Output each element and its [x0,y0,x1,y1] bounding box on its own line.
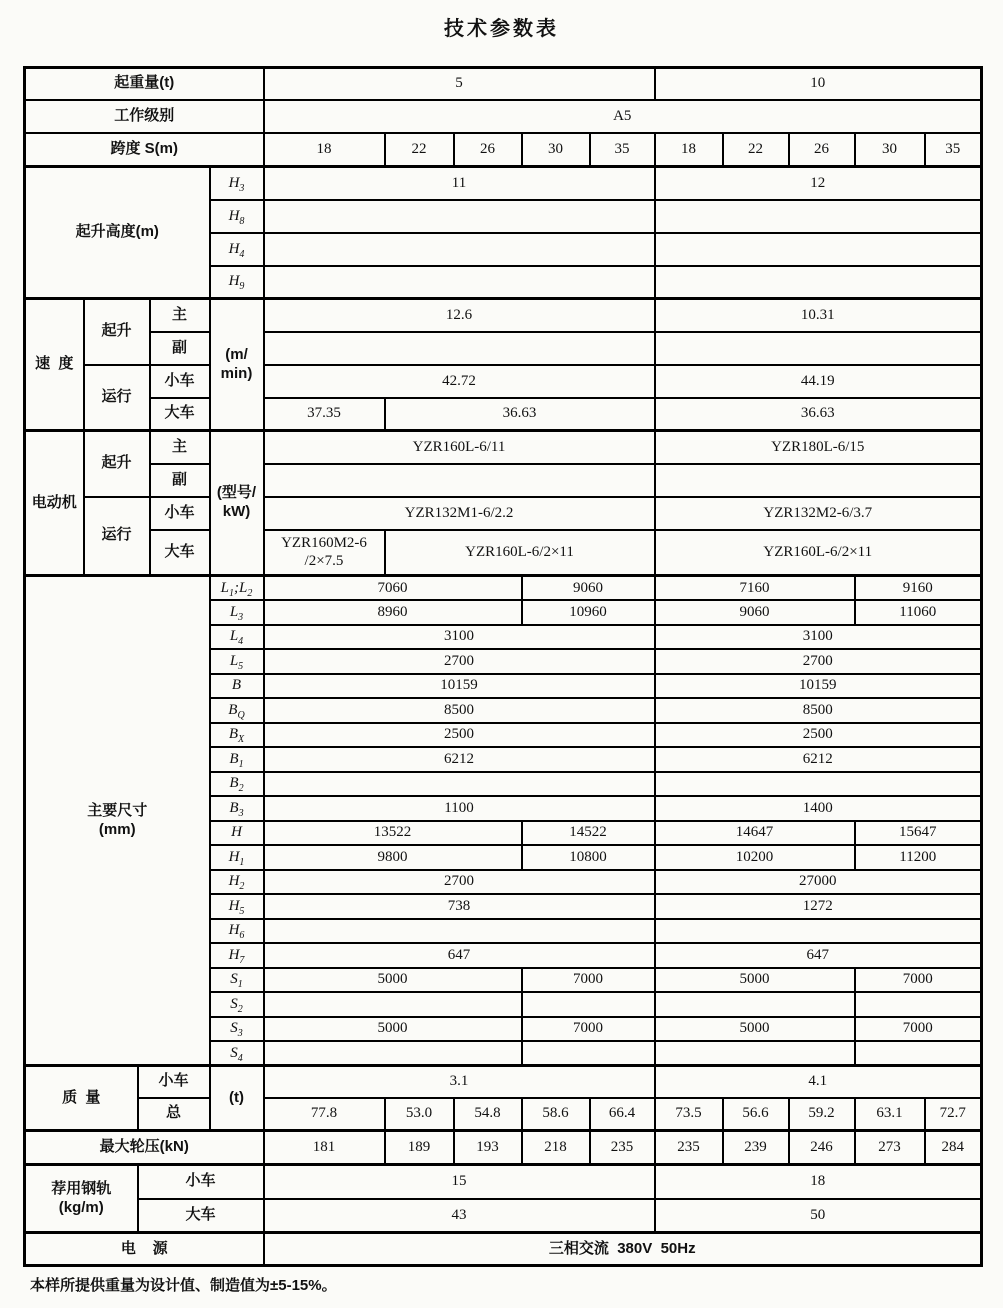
rail-section-label [25,1165,138,1233]
dim-row-label: $H_7$ [210,943,264,968]
motor-crane-label: 大车 [150,530,210,576]
dim-value [264,1041,522,1066]
lh-value-10t [655,200,982,233]
dim-row-label: $B_1$ [210,747,264,772]
span-value: 26 [454,133,522,167]
duty-class-value: A5 [264,100,982,133]
lifting-height-section-label: 起升高度(m) [25,167,210,299]
motor-trolley-label: 小车 [150,497,210,530]
mass-total-value: 56.6 [723,1098,789,1131]
dim-value: 11200 [855,845,982,870]
wheel-load-value: 235 [590,1131,655,1165]
span-value: 22 [723,133,789,167]
span-value: 18 [655,133,723,167]
dim-value: 9060 [655,600,855,625]
motor-crane-5t-s18-line1: YZR160M2-6 [281,534,367,551]
speed-main-label: 主 [150,299,210,332]
dim-value: 15647 [855,821,982,846]
dim-value: 7060 [264,576,522,601]
speed-trolley-label: 小车 [150,365,210,398]
span-label: 跨度 S(m) [25,133,264,167]
motor-crane-10t: YZR160L-6/2×11 [655,530,982,576]
dim-value: 9160 [855,576,982,601]
motor-crane-5t-s18 [264,530,385,576]
dim-value: 6212 [264,747,655,772]
wheel-load-value: 284 [925,1131,982,1165]
motor-trolley-5t: YZR132M1-6/2.2 [264,497,655,530]
rail-crane-label: 大车 [138,1199,264,1233]
wheel-load-value: 193 [454,1131,522,1165]
dim-row-label: $L_1;L_2$ [210,576,264,601]
mass-total-value: 66.4 [590,1098,655,1131]
span-value: 22 [385,133,454,167]
wheel-load-value: 218 [522,1131,590,1165]
lh-value-5t [264,233,655,266]
dim-value: 8500 [655,698,982,723]
footnote: 本样所提供重量为设计值、制造值为±5-15%。 [30,1277,337,1294]
span-value: 30 [855,133,925,167]
capacity-value-10t: 10 [655,68,982,100]
mass-total-value: 63.1 [855,1098,925,1131]
lh-row-label: $H_4$ [210,233,264,266]
dim-value: 6212 [655,747,982,772]
wheel-load-label: 最大轮压(kN) [25,1131,264,1165]
capacity-label: 起重量(t) [25,68,264,100]
dim-value: 10200 [655,845,855,870]
lh-value-5t: 11 [264,167,655,200]
dim-row-label: $B_2$ [210,772,264,797]
dim-value: 13522 [264,821,522,846]
dim-value [655,919,982,944]
dim-value: 14647 [655,821,855,846]
dim-value: 10159 [655,674,982,699]
speed-crane-10t: 36.63 [655,398,982,431]
dim-value: 7000 [522,968,655,993]
dim-value [522,992,655,1017]
dim-value [264,772,655,797]
dim-value: 5000 [264,968,522,993]
dim-row-label: $L_4$ [210,625,264,650]
motor-unit-label [210,431,264,576]
dim-value [855,1041,982,1066]
lh-row-label: $H_8$ [210,200,264,233]
motor-aux-5t [264,464,655,497]
power-value: 三相交流 380V 50Hz [264,1233,982,1266]
speed-crane-5t-rest: 36.63 [385,398,655,431]
dim-value: 2700 [264,870,655,895]
dim-value: 14522 [522,821,655,846]
speed-aux-5t [264,332,655,365]
dimensions-label: 主要尺寸 [87,801,148,819]
dim-value: 9060 [522,576,655,601]
rail-trolley-label: 小车 [138,1165,264,1199]
mass-total-value: 53.0 [385,1098,454,1131]
mass-total-value: 73.5 [655,1098,723,1131]
dim-value [655,1041,855,1066]
dim-value: 10960 [522,600,655,625]
motor-main-label: 主 [150,431,210,464]
speed-section-label: 速 度 [25,299,84,431]
dim-value [522,1041,655,1066]
speed-unit-label [210,299,264,431]
span-value: 30 [522,133,590,167]
span-value: 35 [925,133,982,167]
dim-row-label: $S_1$ [210,968,264,993]
rail-crane-5t: 43 [264,1199,655,1233]
mass-trolley-5t: 3.1 [264,1066,655,1098]
mass-total-value: 72.7 [925,1098,982,1131]
wheel-load-value: 235 [655,1131,723,1165]
duty-class-label: 工作级别 [25,100,264,133]
dim-value: 10800 [522,845,655,870]
dim-value: 8960 [264,600,522,625]
speed-main-10t: 10.31 [655,299,982,332]
dim-value: 10159 [264,674,655,699]
mass-total-value: 58.6 [522,1098,590,1131]
dim-value: 1100 [264,796,655,821]
lh-value-10t: 12 [655,167,982,200]
speed-hoist-label: 起升 [84,299,150,365]
dim-row-label: $H_2$ [210,870,264,895]
speed-aux-label: 副 [150,332,210,365]
dim-value: 9800 [264,845,522,870]
rail-trolley-10t: 18 [655,1165,982,1199]
dim-value: 8500 [264,698,655,723]
power-label: 电 源 [25,1233,264,1266]
dim-row-label: $B_3$ [210,796,264,821]
dim-value: 27000 [655,870,982,895]
page-title: 技术参数表 [444,18,559,40]
capacity-value-5t: 5 [264,68,655,100]
span-value: 35 [590,133,655,167]
wheel-load-value: 246 [789,1131,855,1165]
dim-row-label: $H_5$ [210,894,264,919]
mass-trolley-label: 小车 [138,1066,210,1098]
dim-value: 3100 [655,625,982,650]
speed-unit-line1: (m/ [225,345,248,363]
dim-row-label: B [210,674,264,699]
dim-value: 2700 [264,649,655,674]
dim-value: 7160 [655,576,855,601]
dim-value: 3100 [264,625,655,650]
rail-label-line1: 荐用钢轨 [51,1179,112,1197]
speed-trolley-10t: 44.19 [655,365,982,398]
dim-value: 647 [264,943,655,968]
dim-value: 11060 [855,600,982,625]
wheel-load-value: 189 [385,1131,454,1165]
dim-row-label: $B_X$ [210,723,264,748]
speed-unit-line2: min) [220,364,253,382]
dim-value: 7000 [855,1017,982,1042]
rail-crane-10t: 50 [655,1199,982,1233]
dim-row-label: $S_4$ [210,1041,264,1066]
motor-unit-line1: (型号/ [216,484,257,502]
lh-value-5t [264,200,655,233]
dimensions-section-label [25,576,210,1066]
mass-trolley-10t: 4.1 [655,1066,982,1098]
motor-trolley-10t: YZR132M2-6/3.7 [655,497,982,530]
lh-value-5t [264,266,655,299]
dim-row-label: $L_5$ [210,649,264,674]
motor-main-10t: YZR180L-6/15 [655,431,982,464]
span-value: 18 [264,133,385,167]
speed-aux-10t [655,332,982,365]
motor-section-label: 电动机 [25,431,84,576]
dim-value [655,772,982,797]
dim-value: 5000 [655,1017,855,1042]
dim-value: 5000 [655,968,855,993]
dimensions-unit: (mm) [98,820,136,838]
dim-value: 7000 [855,968,982,993]
dim-value: 738 [264,894,655,919]
lh-row-label: $H_9$ [210,266,264,299]
mass-total-value: 59.2 [789,1098,855,1131]
dim-value: 647 [655,943,982,968]
mass-total-value: 77.8 [264,1098,385,1131]
dim-row-label: $S_2$ [210,992,264,1017]
lh-value-10t [655,266,982,299]
motor-unit-line2: kW) [222,503,251,520]
dim-row-label: H [210,821,264,846]
parameters-table [23,66,983,1267]
dim-value: 2700 [655,649,982,674]
mass-total-value: 54.8 [454,1098,522,1131]
wheel-load-value: 239 [723,1131,789,1165]
motor-travel-label: 运行 [84,497,150,576]
dim-row-label: $S_3$ [210,1017,264,1042]
dim-value [264,919,655,944]
dim-value: 7000 [522,1017,655,1042]
dim-value: 1400 [655,796,982,821]
dim-row-label: $H_1$ [210,845,264,870]
dim-row-label: $B_Q$ [210,698,264,723]
dim-value: 5000 [264,1017,522,1042]
wheel-load-value: 181 [264,1131,385,1165]
speed-trolley-5t: 42.72 [264,365,655,398]
speed-crane-5t-s18: 37.35 [264,398,385,431]
wheel-load-value: 273 [855,1131,925,1165]
dim-value [264,992,522,1017]
speed-travel-label: 运行 [84,365,150,431]
rail-trolley-5t: 15 [264,1165,655,1199]
dim-value [855,992,982,1017]
speed-main-5t: 12.6 [264,299,655,332]
speed-crane-label: 大车 [150,398,210,431]
mass-unit-label: (t) [210,1066,264,1131]
dim-row-label: $H_6$ [210,919,264,944]
mass-total-label: 总 [138,1098,210,1131]
mass-section-label: 质 量 [25,1066,138,1131]
motor-aux-10t [655,464,982,497]
lh-row-label: $H_3$ [210,167,264,200]
dim-value: 1272 [655,894,982,919]
span-value: 26 [789,133,855,167]
dim-row-label: $L_3$ [210,600,264,625]
motor-main-5t: YZR160L-6/11 [264,431,655,464]
dim-value [655,992,855,1017]
lh-value-10t [655,233,982,266]
motor-crane-5t-s18-line2: /2×7.5 [304,553,344,570]
motor-hoist-label: 起升 [84,431,150,497]
motor-aux-label: 副 [150,464,210,497]
rail-label-line2: (kg/m) [58,1198,104,1216]
dim-value: 2500 [655,723,982,748]
motor-crane-5t-rest: YZR160L-6/2×11 [385,530,655,576]
dim-value: 2500 [264,723,655,748]
